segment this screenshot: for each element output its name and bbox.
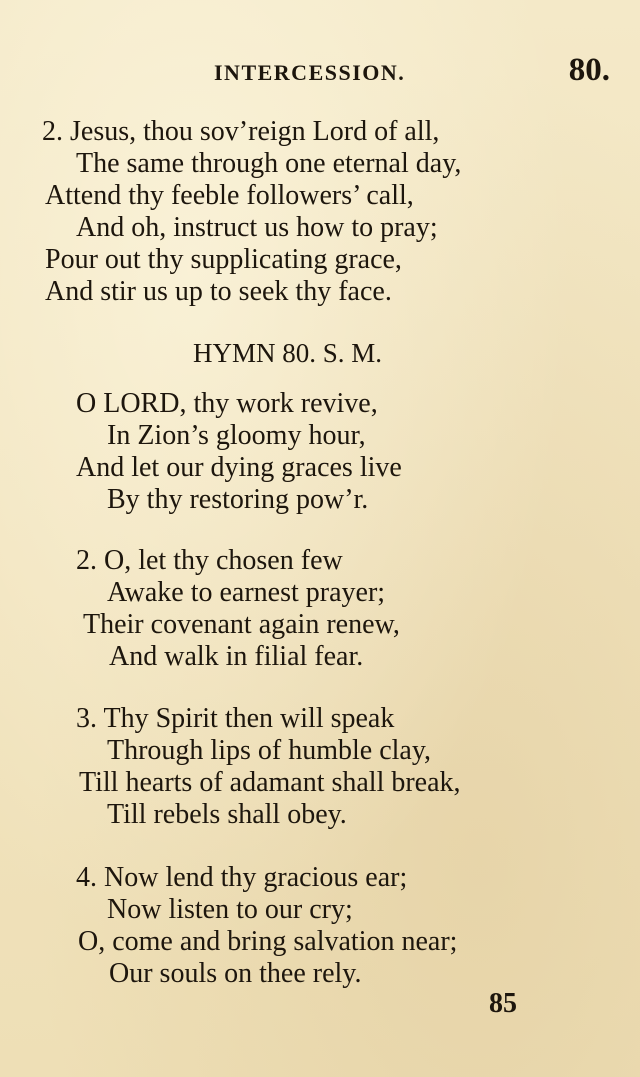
verse-line: 4. Now lend thy gracious ear; bbox=[76, 862, 408, 893]
verse-line: O, come and bring salvation near; bbox=[78, 926, 458, 957]
page-number: 80. bbox=[568, 52, 610, 88]
verse-line: And stir us up to seek thy face. bbox=[45, 276, 392, 307]
verse-line: Till hearts of adamant shall break, bbox=[79, 767, 461, 798]
verse-line: Till rebels shall obey. bbox=[107, 799, 347, 830]
verse-line: Attend thy feeble followers’ call, bbox=[45, 180, 414, 211]
verse-line: And walk in filial fear. bbox=[109, 641, 364, 672]
verse-line: The same through one eternal day, bbox=[76, 148, 462, 179]
verse-line: 2. Jesus, thou sov’reign Lord of all, bbox=[42, 116, 440, 147]
verse-line: Awake to earnest prayer; bbox=[107, 577, 386, 608]
verse-line: 3. Thy Spirit then will speak bbox=[76, 703, 395, 734]
verse-line: Through lips of humble clay, bbox=[107, 735, 432, 766]
verse-line: By thy restoring pow’r. bbox=[107, 484, 369, 515]
verse-line: Pour out thy supplicating grace, bbox=[45, 244, 402, 275]
verse-line: Our souls on thee rely. bbox=[109, 958, 362, 989]
verse-line: O LORD, thy work revive, bbox=[76, 388, 378, 419]
verse-line: And let our dying graces live bbox=[76, 452, 402, 483]
verse-line: In Zion’s gloomy hour, bbox=[107, 420, 366, 451]
running-head: INTERCESSION. bbox=[214, 60, 406, 85]
hymn-heading: HYMN 80. S. M. bbox=[193, 338, 383, 368]
verse-line: Now listen to our cry; bbox=[107, 894, 353, 925]
verse-line: And oh, instruct us how to pray; bbox=[76, 212, 438, 243]
verse-line: 2. O, let thy chosen few bbox=[76, 545, 343, 576]
verse-line: Their covenant again renew, bbox=[83, 609, 400, 640]
signature-mark: 85 bbox=[489, 988, 517, 1019]
